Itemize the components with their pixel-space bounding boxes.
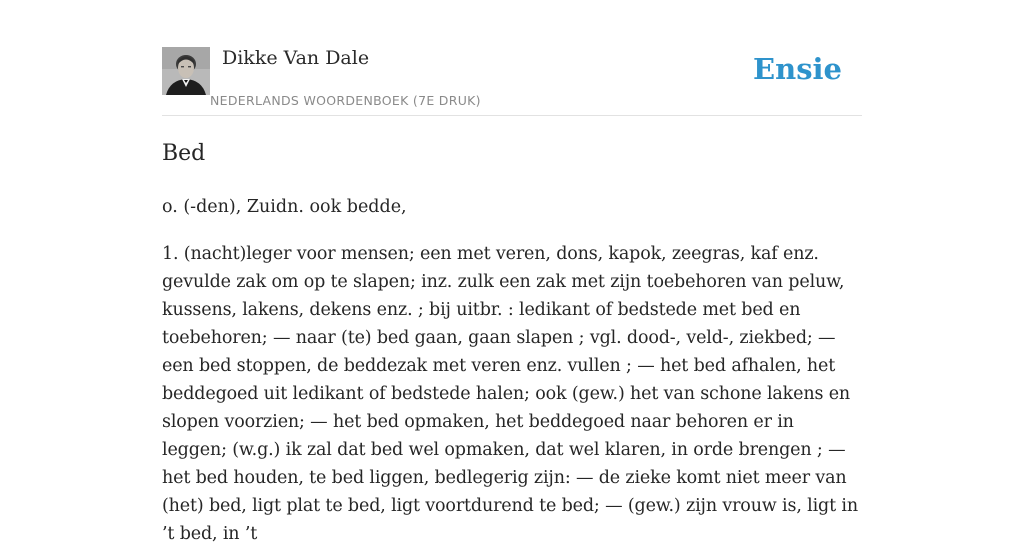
entry-definition: 1. (nacht)leger voor mensen; een met veren, dons, kapok, zeegras, kaf enz. gevulde zak om op te slapen; inz. zulk een zak met zijn toebehoren van peluw, kussens, lakens, dekens enz. ; bij uitbr. : ledikant of bedstede met bed en toebehoren; — naar (te) bed gaan, gaan slapen ; vgl. dood-, veld-, ziekbed; — een bed stoppen, de beddezak met veren enz. vullen ; — het bed afhalen, het beddegoed uit ledikant of bedstede halen; ook (gew.) het van schone lakens en slopen voorzien; — het bed opmaken, het beddegoed naar behoren er in leggen; (w.g.) ik zal dat bed wel opmaken, dat wel klaren, in orde brengen ; — het bed houden, te bed liggen, bedlegerig zijn: — de zieke komt niet meer van (het) bed, ligt plat te bed, ligt voortdurend te bed; — (gew.) zijn vrouw is, ligt in ’t bed, in ’t xyxy=(162,244,858,544)
source-name[interactable]: Dikke Van Dale xyxy=(222,47,370,69)
entry-grammar: o. (-den), Zuidn. ook bedde, xyxy=(162,197,407,217)
entry-content xyxy=(162,138,862,548)
author-avatar[interactable] xyxy=(162,47,210,95)
entry-title: Bed xyxy=(162,141,206,166)
source-subtitle: NEDERLANDS WOORDENBOEK (7E DRUK) xyxy=(210,93,481,108)
header xyxy=(162,0,862,116)
brand-logo[interactable]: Ensie xyxy=(753,52,842,86)
portrait-image xyxy=(162,47,210,95)
